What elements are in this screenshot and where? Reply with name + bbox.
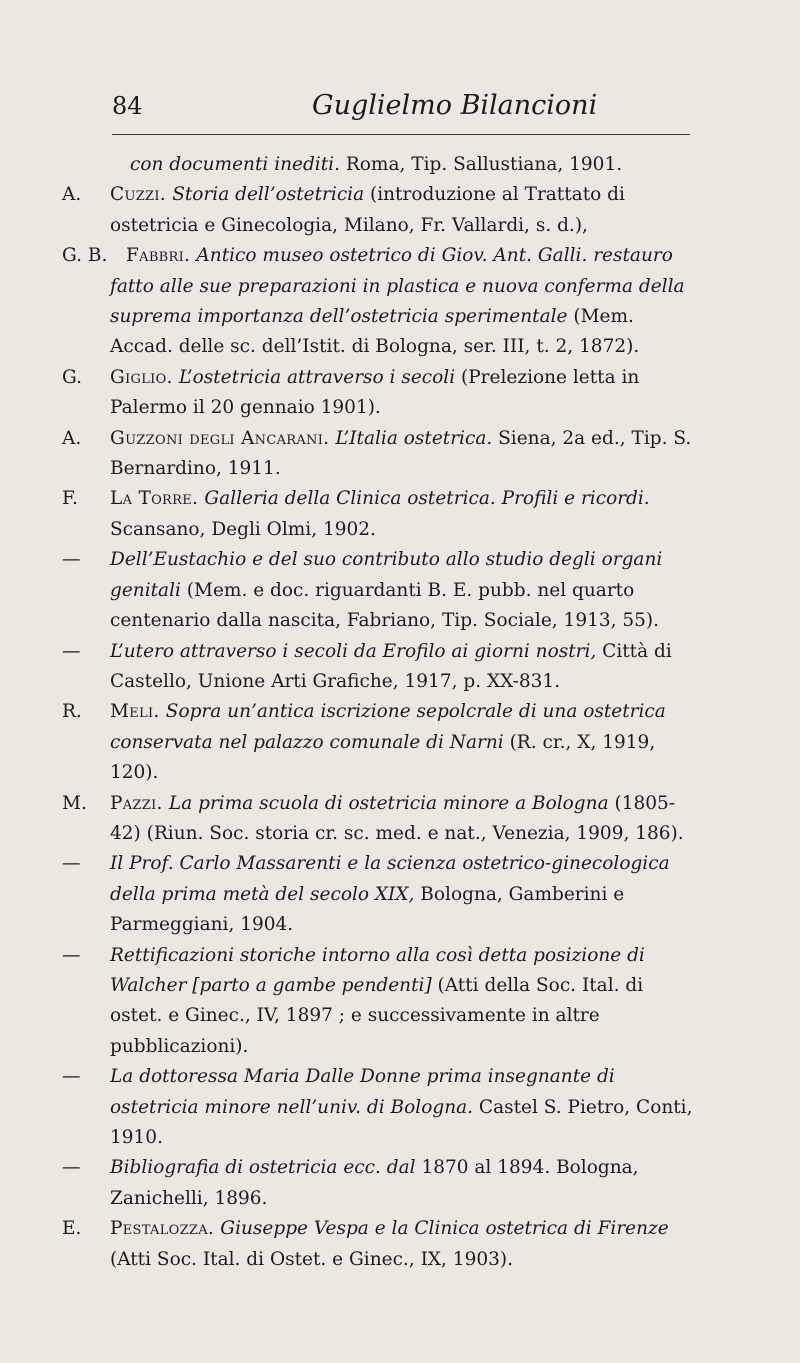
entry-details: Scansano, Degli Olmi, 1902. xyxy=(110,518,376,540)
entry-author: La Torre. xyxy=(110,488,205,510)
bibliography-entry xyxy=(62,1062,698,1153)
entry-author: Giglio. xyxy=(110,366,179,388)
bibliography-entry xyxy=(62,363,698,424)
entry-prefix: A. xyxy=(62,184,82,206)
entry-details: (Atti della Soc. Ital. di ostet. e Ginec., IV, 1897 ; e successivamente in altre pubblicazioni). xyxy=(110,974,644,1057)
bibliography-entry xyxy=(62,697,698,788)
entry-title: Bibliografia di ostetricia ecc. dal xyxy=(110,1157,416,1179)
entry-title: La prima scuola di ostetricia minore a Bologna xyxy=(168,792,609,814)
entry-prefix: G. xyxy=(62,366,82,388)
entry-title: Il Prof. Carlo Massarenti e la scienza ostetrico-ginecologica della prima metà del secolo XIX, xyxy=(110,853,670,905)
entry-details: (1805-42) (Riun. Soc. storia cr. sc. med. e nat., Venezia, 1909, 186). xyxy=(110,792,684,844)
entry-prefix: — xyxy=(62,853,81,875)
entry-author: Meli. xyxy=(110,701,166,723)
entry-title: Galleria della Clinica ostetrica. Profili e ricordi. xyxy=(204,488,650,510)
entry-details: Siena, 2a ed., Tip. S. Bernardino, 1911. xyxy=(110,427,692,480)
entry-title: Antico museo ostetrico di Giov. Ant. Galli. restauro fatto alle sue preparazioni in plastica e nuova conferma della suprema importanza dell’ostetricia sperimentale xyxy=(110,245,685,328)
entry-prefix: — xyxy=(62,549,81,571)
entry-author: Pestalozza. xyxy=(110,1218,221,1240)
entry-details: (Atti Soc. Ital. di Ostet. e Ginec., IX, 1903). xyxy=(110,1248,513,1270)
page-header xyxy=(112,90,692,130)
bibliography-entry xyxy=(62,1214,698,1275)
entry-title: La dottoressa Maria Dalle Donne prima insegnante di ostetricia minore nell’univ. di Bologna. xyxy=(110,1066,615,1118)
bibliography-entry xyxy=(62,941,698,1063)
entry-prefix: — xyxy=(62,640,81,662)
header-rule xyxy=(112,134,690,135)
entry-details: Castel S. Pietro, Conti, 1910. xyxy=(110,1096,693,1148)
entry-prefix: R. xyxy=(62,701,82,723)
entry-details: Bologna, Gamberini e Parmeggiani, 1904. xyxy=(110,883,625,936)
entry-title: Rettificazioni storiche intorno alla così detta posizione di Walcher [parto a gambe pendenti] xyxy=(110,944,645,996)
bibliography-entry xyxy=(62,150,698,180)
entry-details: 1870 al 1894. Bologna, Zanichelli, 1896. xyxy=(110,1157,639,1209)
entry-prefix: — xyxy=(62,1066,81,1088)
entry-title: Giuseppe Vespa e la Clinica ostetrica di Firenze xyxy=(220,1218,669,1240)
entry-details: (introduzione al Trattato di ostetricia e Ginecologia, Milano, Fr. Vallardi, s. d.), xyxy=(110,184,625,236)
entry-title: L’Italia ostetrica. xyxy=(335,427,493,449)
entry-details: (Prelezione letta in Palermo il 20 gennaio 1901). xyxy=(110,366,640,419)
entry-title: Storia dell’ostetricia xyxy=(172,184,365,206)
entry-prefix: G. B. xyxy=(62,245,108,267)
bibliography-list xyxy=(62,150,698,1275)
page-number: 84 xyxy=(112,92,143,120)
bibliography-entry xyxy=(62,484,698,545)
entry-title: L’utero attraverso i secoli da Erofilo ai giorni nostri, xyxy=(110,640,597,662)
entry-details: Roma, Tip. Sallustiana, 1901. xyxy=(339,154,623,175)
bibliography-entry xyxy=(62,637,698,698)
entry-author: Cuzzi. xyxy=(110,184,173,206)
entry-details: Città di Castello, Unione Arti Grafiche, 1917, p. XX-831. xyxy=(110,640,672,692)
entry-prefix: A. xyxy=(62,427,82,449)
bibliography-entry xyxy=(62,545,698,636)
bibliography-entry xyxy=(62,1153,698,1214)
entry-prefix: — xyxy=(62,1157,81,1179)
entry-title: Sopra un’antica iscrizione sepolcrale di una ostetrica conservata nel palazzo comunale di Narni xyxy=(110,701,666,753)
entry-title: con documenti inediti. xyxy=(130,154,340,175)
bibliography-entry xyxy=(62,180,698,241)
entry-author: Pazzi. xyxy=(110,792,169,814)
entry-author: Fabbri. xyxy=(126,245,197,267)
entry-details: (Mem. Accad. delle sc. dell’Istit. di Bologna, ser. III, t. 2, 1872). xyxy=(110,306,640,358)
bibliography-entry xyxy=(62,424,698,485)
entry-prefix: M. xyxy=(62,792,87,814)
bibliography-entry xyxy=(62,789,698,850)
bibliography-entry xyxy=(62,849,698,940)
entry-title: Dell’Eustachio e del suo contributo allo studio degli organi genitali xyxy=(110,549,663,601)
entry-author: Guzzoni degli Ancarani. xyxy=(110,427,336,449)
entry-title: L’ostetricia attraverso i secoli xyxy=(178,366,456,388)
entry-prefix: F. xyxy=(62,488,78,510)
running-title: Guglielmo Bilancioni xyxy=(312,90,598,121)
entry-prefix: E. xyxy=(62,1218,82,1240)
entry-details: (Mem. e doc. riguardanti B. E. pubb. nel quarto centenario dalla nascita, Fabriano, Tip. Sociale, 1913, 55). xyxy=(110,579,660,632)
bibliography-entry xyxy=(62,241,698,363)
entry-details: (R. cr., X, 1919, 120). xyxy=(110,731,656,784)
entry-prefix: — xyxy=(62,944,81,966)
